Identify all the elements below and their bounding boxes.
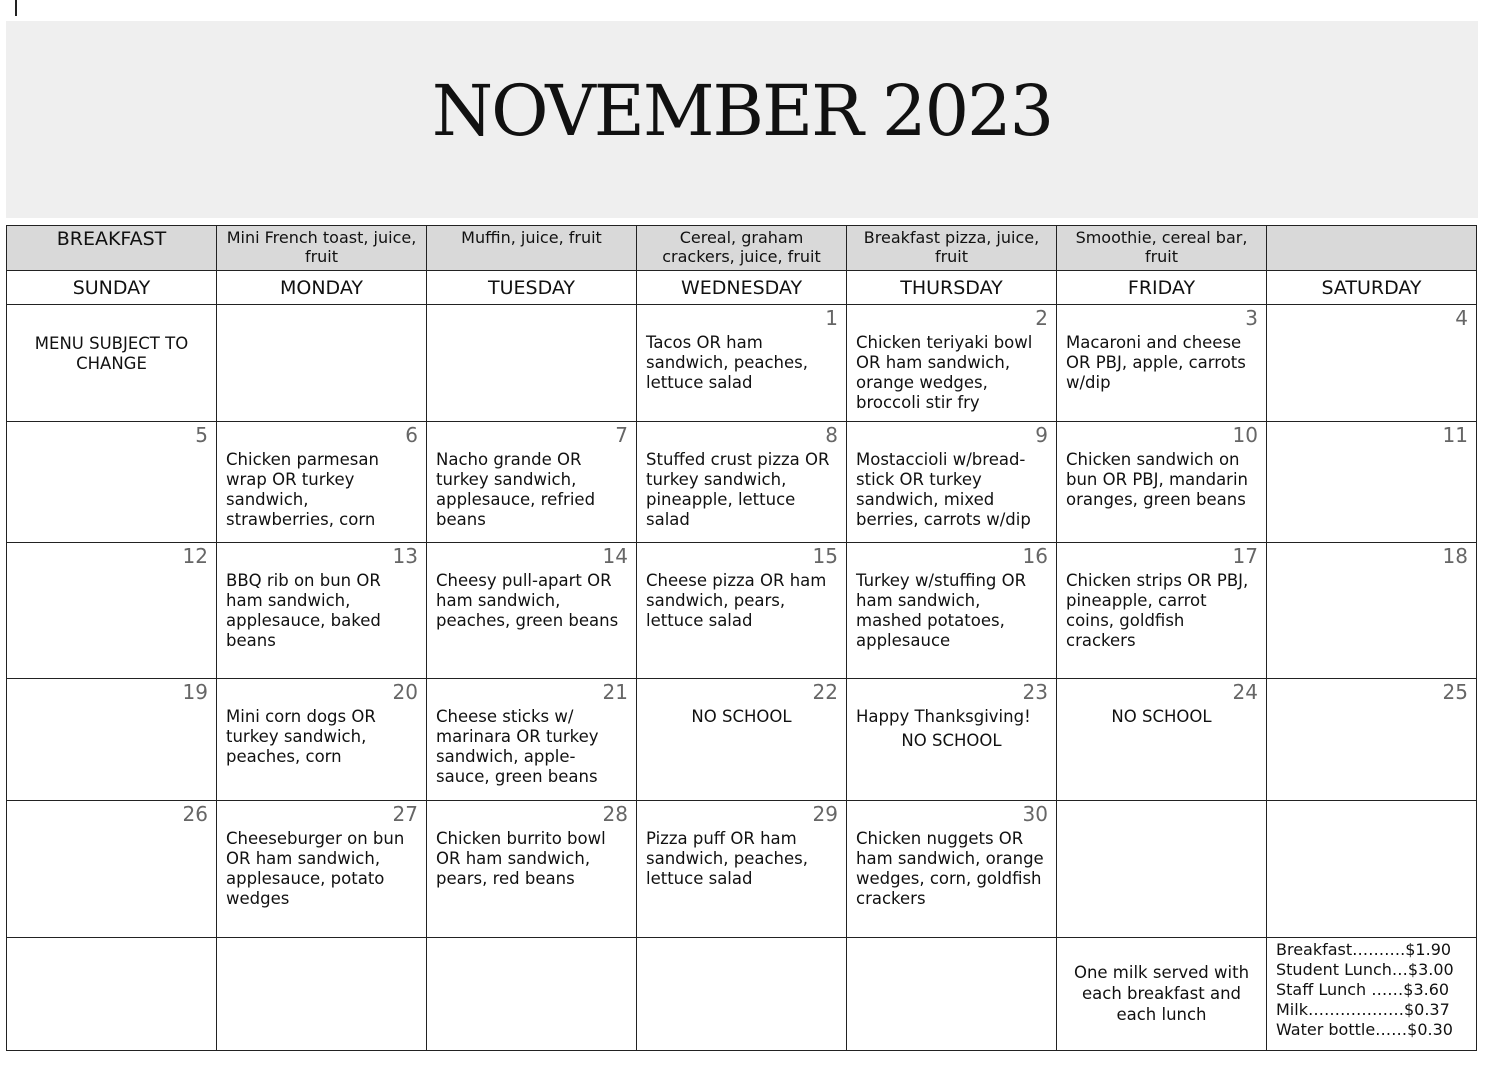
day-cell-4 <box>1267 305 1477 422</box>
day-cell-22 <box>637 679 847 801</box>
day-number: 17 <box>1232 544 1258 568</box>
day-cell-9 <box>847 422 1057 543</box>
day-cell-16 <box>847 543 1057 679</box>
no-school-note: NO SCHOOL <box>1111 707 1212 726</box>
day-cell-empty <box>7 305 217 422</box>
day-number: 5 <box>195 423 208 447</box>
day-number: 14 <box>602 544 628 568</box>
breakfast-label: BREAKFAST <box>7 226 217 271</box>
day-cell-empty <box>847 938 1057 1051</box>
price-water-bottle: Water bottle……$0.30 <box>1276 1020 1453 1039</box>
day-header-monday: MONDAY <box>217 271 427 305</box>
day-number: 6 <box>405 423 418 447</box>
day-cell-3 <box>1057 305 1267 422</box>
week-row-2 <box>7 422 1477 543</box>
day-number: 15 <box>812 544 838 568</box>
day-header-thursday: THURSDAY <box>847 271 1057 305</box>
menu-disclaimer: MENU SUBJECT TO CHANGE <box>34 334 189 373</box>
day-number: 19 <box>182 680 208 704</box>
lunch-menu: Cheese pizza OR ham sandwich, pears, lettuce salad <box>646 571 827 630</box>
day-cell-empty <box>217 305 427 422</box>
day-number: 3 <box>1245 306 1258 330</box>
day-cell-24 <box>1057 679 1267 801</box>
price-breakfast: Breakfast……….$1.90 <box>1276 940 1452 959</box>
lunch-menu: Chicken nuggets OR ham sandwich, orange wedges, corn, goldfish crackers <box>856 829 1044 908</box>
day-cell-21 <box>427 679 637 801</box>
day-number: 28 <box>602 802 628 826</box>
day-cell-19 <box>7 679 217 801</box>
day-header-tuesday: TUESDAY <box>427 271 637 305</box>
day-number: 12 <box>182 544 208 568</box>
day-header-saturday: SATURDAY <box>1267 271 1477 305</box>
day-cell-13 <box>217 543 427 679</box>
day-number: 10 <box>1232 423 1258 447</box>
week-row-1 <box>7 305 1477 422</box>
day-cell-6 <box>217 422 427 543</box>
breakfast-thursday: Breakfast pizza, juice, fruit <box>847 226 1057 271</box>
day-cell-empty <box>1057 801 1267 938</box>
breakfast-wednesday: Cereal, graham crackers, juice, fruit <box>637 226 847 271</box>
day-cell-7 <box>427 422 637 543</box>
day-number: 20 <box>392 680 418 704</box>
day-cell-empty <box>427 305 637 422</box>
price-list <box>1267 938 1476 1040</box>
breakfast-tuesday: Muffin, juice, fruit <box>427 226 637 271</box>
price-milk: Milk………………$0.37 <box>1276 1000 1450 1019</box>
day-cell-empty <box>217 938 427 1051</box>
day-cell-empty <box>637 938 847 1051</box>
lunch-menu: Chicken burrito bowl OR ham sandwich, pears, red beans <box>436 829 606 888</box>
breakfast-row <box>7 226 1477 271</box>
lunch-menu: Mostaccioli w/bread-stick OR turkey sandwich, mixed berries, carrots w/dip <box>856 450 1031 529</box>
day-header-sunday: SUNDAY <box>7 271 217 305</box>
day-cell-17 <box>1057 543 1267 679</box>
day-cell-5 <box>7 422 217 543</box>
lunch-menu: Nacho grande OR turkey sandwich, applesauce, refried beans <box>436 450 596 529</box>
day-number: 24 <box>1232 680 1258 704</box>
day-number: 4 <box>1455 306 1468 330</box>
day-number: 21 <box>602 680 628 704</box>
day-number: 7 <box>615 423 628 447</box>
day-number: 30 <box>1022 802 1048 826</box>
day-number: 29 <box>812 802 838 826</box>
day-number: 23 <box>1022 680 1048 704</box>
day-number: 8 <box>825 423 838 447</box>
no-school-note: NO SCHOOL <box>901 731 1002 750</box>
text-cursor <box>15 0 17 16</box>
day-cell-2 <box>847 305 1057 422</box>
day-cell-27 <box>217 801 427 938</box>
title-banner <box>6 21 1478 218</box>
day-cell-15 <box>637 543 847 679</box>
breakfast-monday: Mini French toast, juice, fruit <box>217 226 427 271</box>
lunch-menu: Turkey w/stuffing OR ham sandwich, mashed potatoes, applesauce <box>856 571 1027 650</box>
day-header-friday: FRIDAY <box>1057 271 1267 305</box>
day-cell-29 <box>637 801 847 938</box>
day-cell-empty <box>7 938 217 1051</box>
milk-note: One milk served with each breakfast and each lunch <box>1073 963 1250 1024</box>
day-cell-18 <box>1267 543 1477 679</box>
breakfast-saturday <box>1267 226 1477 271</box>
day-cell-25 <box>1267 679 1477 801</box>
page-title: NOVEMBER 2023 <box>431 69 1053 152</box>
day-cell-empty <box>1267 801 1477 938</box>
day-cell-28 <box>427 801 637 938</box>
milk-note-cell <box>1057 938 1267 1051</box>
day-number: 9 <box>1035 423 1048 447</box>
menu-calendar <box>6 225 1477 1051</box>
lunch-menu: Stuffed crust pizza OR turkey sandwich, pineapple, lettuce salad <box>646 450 830 529</box>
breakfast-friday: Smoothie, cereal bar, fruit <box>1057 226 1267 271</box>
lunch-menu: BBQ rib on bun OR ham sandwich, applesauce, baked beans <box>226 571 381 650</box>
lunch-menu: Macaroni and cheese OR PBJ, apple, carrots w/dip <box>1066 333 1246 392</box>
lunch-menu: Mini corn dogs OR turkey sandwich, peaches, corn <box>226 707 376 766</box>
week-row-3 <box>7 543 1477 679</box>
day-header-wednesday: WEDNESDAY <box>637 271 847 305</box>
no-school-note: NO SCHOOL <box>691 707 792 726</box>
lunch-menu: Cheese sticks w/ marinara OR turkey sandwich, apple-sauce, green beans <box>436 707 599 786</box>
day-number: 22 <box>812 680 838 704</box>
day-number: 18 <box>1442 544 1468 568</box>
lunch-menu: Pizza puff OR ham sandwich, peaches, lettuce salad <box>646 829 808 888</box>
day-number: 11 <box>1442 423 1468 447</box>
day-cell-12 <box>7 543 217 679</box>
day-cell-26 <box>7 801 217 938</box>
day-number: 27 <box>392 802 418 826</box>
day-number: 2 <box>1035 306 1048 330</box>
day-number: 16 <box>1022 544 1048 568</box>
price-staff-lunch: Staff Lunch ……$3.60 <box>1276 980 1450 999</box>
day-number: 25 <box>1442 680 1468 704</box>
day-cell-23 <box>847 679 1057 801</box>
day-number: 1 <box>825 306 838 330</box>
day-cell-14 <box>427 543 637 679</box>
lunch-menu: Cheesy pull-apart OR ham sandwich, peaches, green beans <box>436 571 619 630</box>
day-cell-20 <box>217 679 427 801</box>
lunch-menu: Chicken teriyaki bowl OR ham sandwich, orange wedges, broccoli stir fry <box>856 333 1033 412</box>
lunch-menu: Chicken sandwich on bun OR PBJ, mandarin oranges, green beans <box>1066 450 1249 509</box>
lunch-menu: Cheeseburger on bun OR ham sandwich, applesauce, potato wedges <box>226 829 405 908</box>
day-cell-10 <box>1057 422 1267 543</box>
day-number: 26 <box>182 802 208 826</box>
week-row-6 <box>7 938 1477 1051</box>
day-cell-1 <box>637 305 847 422</box>
lunch-menu: Chicken parmesan wrap OR turkey sandwich, strawberries, corn <box>226 450 379 529</box>
week-row-5 <box>7 801 1477 938</box>
day-cell-11 <box>1267 422 1477 543</box>
weekday-header-row <box>7 271 1477 305</box>
day-number: 13 <box>392 544 418 568</box>
day-cell-30 <box>847 801 1057 938</box>
holiday-note: Happy Thanksgiving! <box>856 707 1031 726</box>
price-student-lunch: Student Lunch…$3.00 <box>1276 960 1454 979</box>
lunch-menu: Chicken strips OR PBJ, pineapple, carrot coins, goldfish crackers <box>1066 571 1249 650</box>
day-cell-empty <box>427 938 637 1051</box>
day-cell-8 <box>637 422 847 543</box>
week-row-4 <box>7 679 1477 801</box>
price-list-cell <box>1267 938 1477 1051</box>
lunch-menu: Tacos OR ham sandwich, peaches, lettuce salad <box>646 333 808 392</box>
